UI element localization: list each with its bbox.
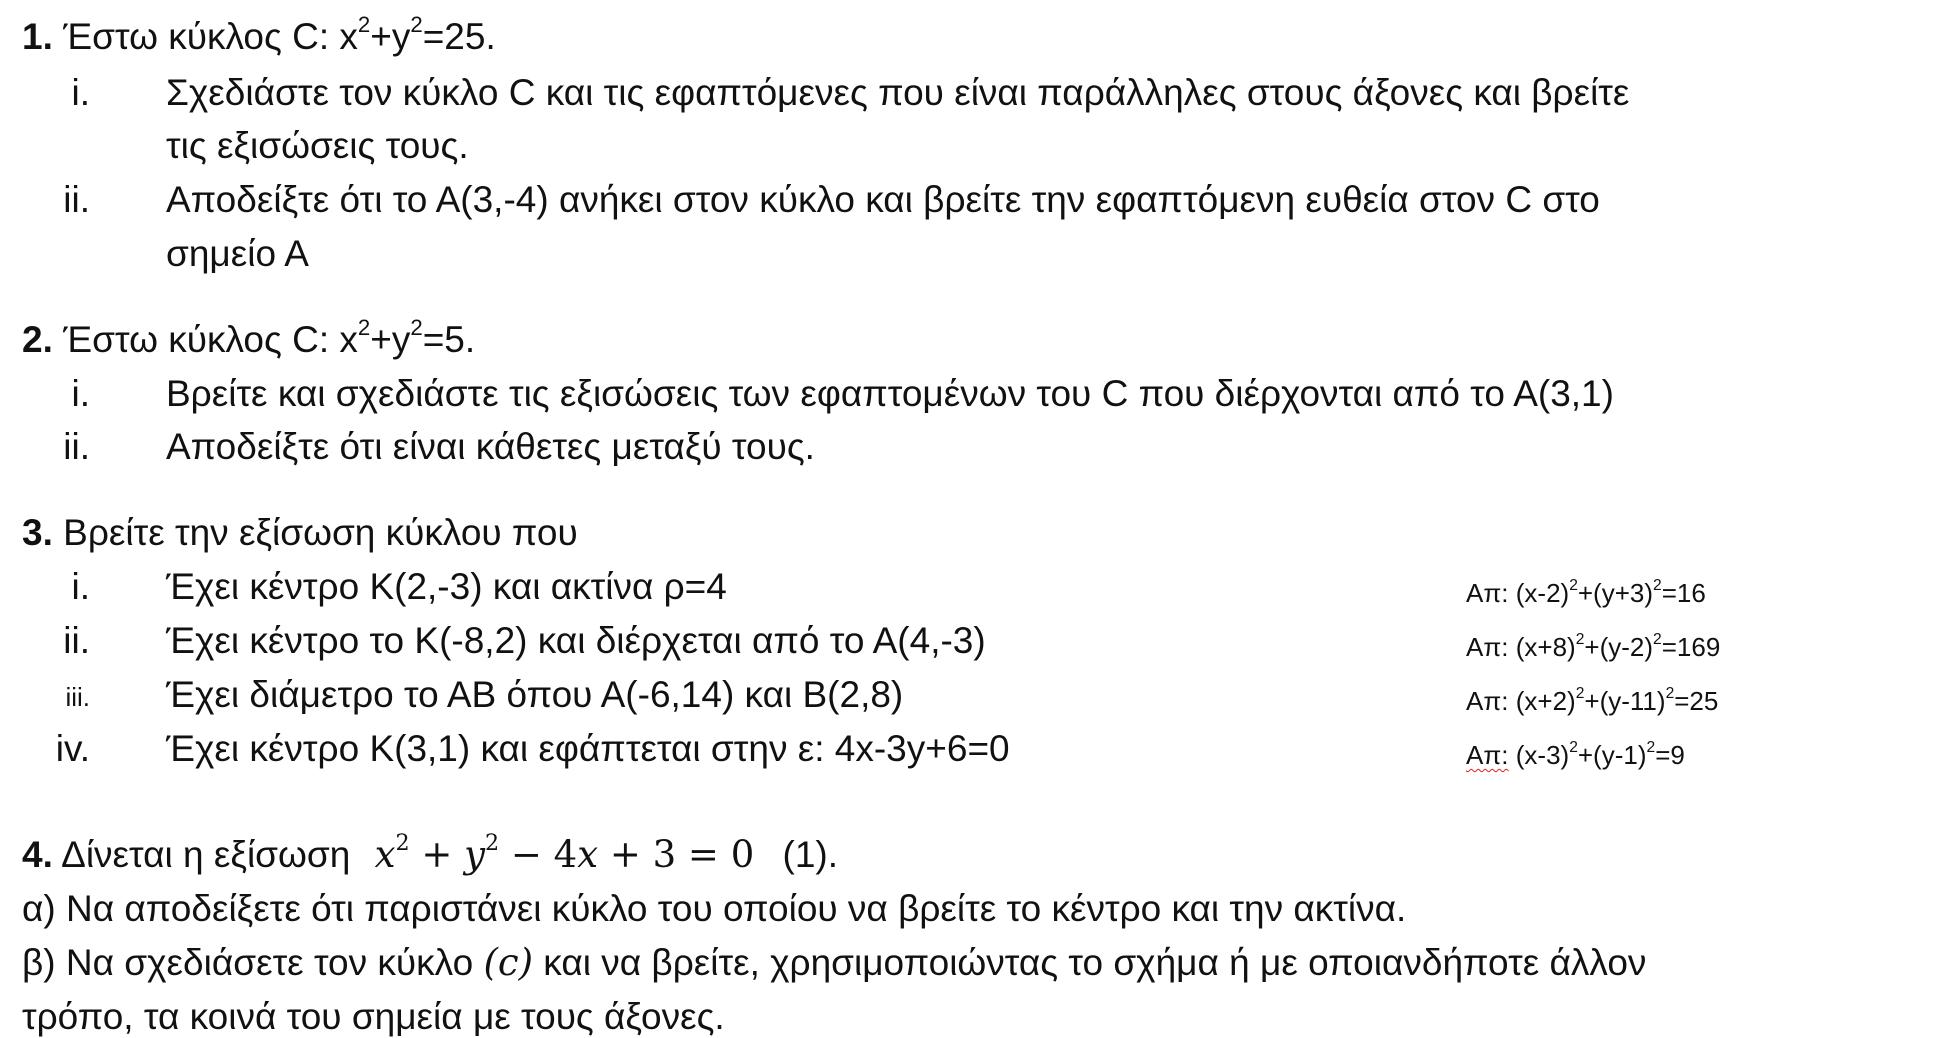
q4-part-a-text: α) Να αποδείξετε ότι παριστάνει κύκλο του οποίου να βρείτε το κέντρο και την ακτίνα. (22, 888, 1407, 929)
q4-part-b-text2: τρόπο, τα κοινά του σημεία με τους άξονες. (22, 996, 725, 1037)
answer-c: =16 (1661, 578, 1706, 608)
q4-part-a (22, 890, 1406, 927)
q1-head: Έστω κύκλος C: x (63, 16, 358, 57)
answer-prefix: Απ: (1466, 740, 1509, 770)
eq-sup2: 2 (485, 830, 500, 857)
q3-head: Βρείτε την εξίσωση κύκλου που (63, 512, 578, 553)
answer-sup: 2 (1569, 739, 1578, 757)
q3-item-ii-answer (1466, 632, 1720, 663)
q2-item-i-text: Βρείτε και σχεδιάστε τις εξισώσεις των εφαπτομένων του C που διέρχονται από το Α(3,1) (166, 373, 1614, 414)
eq-plus: + (409, 833, 465, 876)
q4-number: 4. (22, 834, 53, 875)
eq-y: y (464, 833, 486, 876)
answer-prefix: Απ: (1466, 578, 1509, 608)
answer-a: (x-3) (1515, 740, 1570, 770)
q3-item-iv-answer (1466, 740, 1685, 771)
q2-sup1: 2 (357, 315, 371, 341)
q4-part-b-c: (c) (483, 941, 534, 984)
q4-eq-number: (1). (782, 834, 839, 875)
eq-sup1: 2 (395, 830, 410, 857)
q3-header (22, 514, 578, 551)
q2-number: 2. (22, 319, 53, 360)
q4-part-b (22, 941, 1647, 984)
q4-part-b-pre: β) Να σχεδιάσετε τον κύκλο (22, 942, 484, 983)
answer-sup: 2 (1646, 739, 1656, 757)
answer-c: =9 (1655, 740, 1685, 770)
answer-a: (x-2) (1515, 578, 1570, 608)
answer-prefix: Απ: (1466, 686, 1509, 716)
answer-sup: 2 (1653, 631, 1662, 649)
eq-minus: − 4 (499, 833, 578, 876)
q2-item-i-label: i. (71, 373, 90, 414)
eq-x2: x (577, 833, 599, 876)
q1-sup1: 2 (357, 12, 371, 38)
q4-header (22, 830, 839, 876)
q3-item-iii-label: iii. (65, 682, 90, 712)
eq-rest: + 3 = 0 (598, 833, 755, 876)
q3-item-i-text: Έχει κέντρο Κ(2,-3) και ακτίνα ρ=4 (166, 566, 727, 607)
q1-item-ii-text: Αποδείξτε ότι το Α(3,-4) ανήκει στον κύκλο και βρείτε την εφαπτόμενη ευθεία στον C στο (166, 179, 1600, 220)
answer-b: +(y-2) (1584, 632, 1654, 662)
q1-item-i-text: Σχεδιάστε τον κύκλο C και τις εφαπτόμενες που είναι παράλληλες στους άξονες και βρείτε (166, 72, 1630, 113)
q1-sup2: 2 (410, 12, 423, 38)
q3-item-iii-text: Έχει διάμετρο το ΑΒ όπου Α(-6,14) και Β(2,8) (166, 674, 904, 715)
answer-b: +(y-11) (1584, 686, 1666, 716)
q1-header (22, 12, 496, 57)
answer-sup: 2 (1575, 685, 1585, 703)
answer-c: =25 (1674, 686, 1719, 716)
answer-c: =169 (1661, 632, 1721, 662)
q3-item-ii-text: Έχει κέντρο το Κ(-8,2) και διέρχεται από το Α(4,-3) (166, 620, 986, 661)
q2-item-ii-text: Αποδείξτε ότι είναι κάθετες μεταξύ τους. (166, 426, 815, 467)
answer-a: (x+2) (1515, 686, 1576, 716)
answer-b: +(y-1) (1577, 740, 1647, 770)
q3-number: 3. (22, 512, 53, 553)
q1-tail: =25. (422, 16, 496, 57)
answer-sup: 2 (1569, 577, 1578, 595)
q1-item-i-label: i. (71, 72, 90, 113)
q2-mid: +y (370, 319, 411, 360)
answer-b: +(y+3) (1577, 578, 1654, 608)
q3-item-ii-label: ii. (63, 620, 90, 661)
q2-item-ii-label: ii. (63, 426, 90, 467)
q2-tail: =5. (422, 319, 476, 360)
q4-part-b-cont (22, 998, 725, 1035)
answer-a: (x+8) (1515, 632, 1576, 662)
answer-sup: 2 (1653, 577, 1662, 595)
q2-head: Έστω κύκλος C: x (63, 319, 358, 360)
q2-header (22, 315, 476, 360)
answer-sup: 2 (1575, 631, 1585, 649)
answer-prefix: Απ: (1466, 632, 1509, 662)
q1-item-i-text2: τις εξισώσεις τους. (166, 125, 469, 166)
q1-item-ii-label: ii. (63, 179, 90, 220)
q3-item-i-answer (1466, 578, 1706, 609)
q3-item-iv-label: iv. (55, 728, 90, 769)
q3-item-iii-answer (1466, 686, 1718, 717)
q4-part-b-post: και να βρείτε, χρησιμοποιώντας το σχήμα ή με οποιανδήποτε άλλον (533, 942, 1647, 983)
q2-sup2: 2 (410, 315, 423, 341)
q1-number: 1. (22, 16, 53, 57)
q3-item-i-label: i. (71, 566, 90, 607)
answer-sup: 2 (1665, 685, 1675, 703)
q1-mid: +y (370, 16, 411, 57)
q4-equation (374, 830, 755, 876)
eq-x: x (374, 833, 396, 876)
q3-item-iv-text: Έχει κέντρο Κ(3,1) και εφάπτεται στην ε: 4x-3y+6=0 (166, 728, 1010, 769)
q1-item-ii-text2: σημείο Α (166, 233, 309, 274)
q4-head: Δίνεται η εξίσωση (61, 834, 351, 875)
